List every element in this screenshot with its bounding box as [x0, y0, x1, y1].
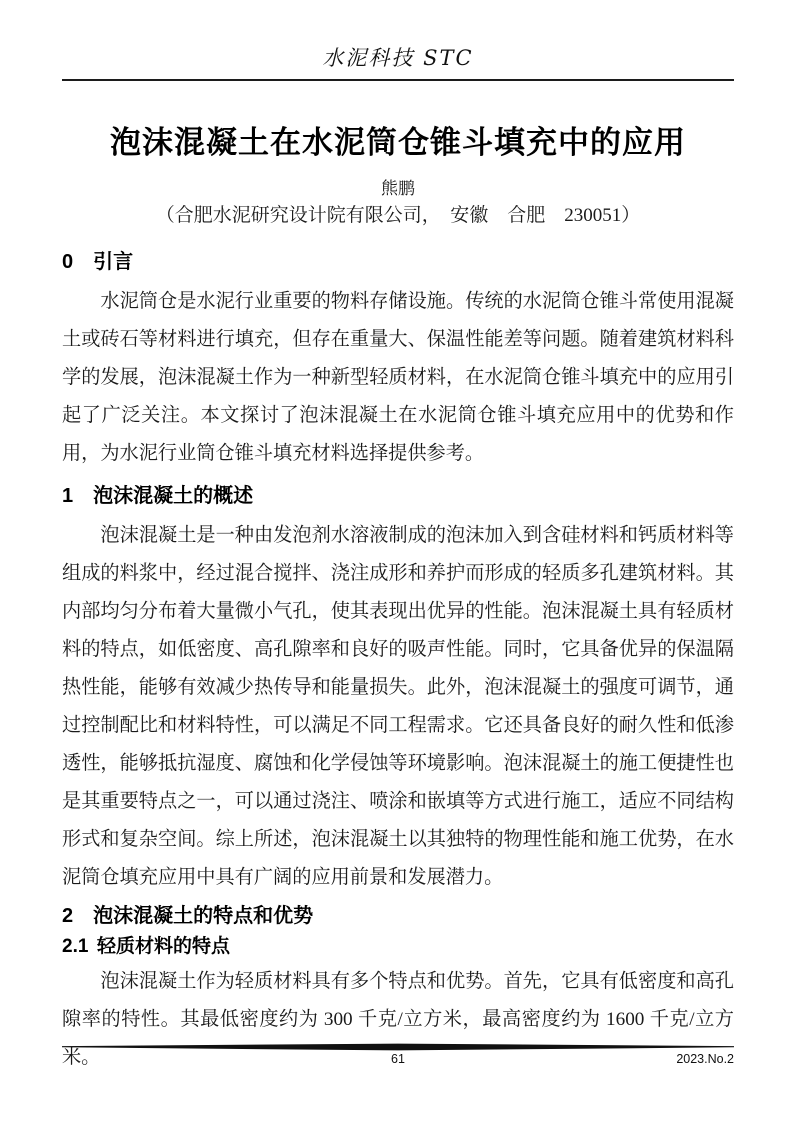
section-number: 2.1	[62, 936, 89, 957]
paragraph-overview: 泡沫混凝土是一种由发泡剂水溶液制成的泡沫加入到含硅材料和钙质材料等组成的料浆中，经过混合搅拌、浇注成形和养护而形成的轻质多孔建筑材料。其内部均匀分布着大量微小气孔，使其表现出优异的性能。泡沫混凝土具有轻质材料的特点，如低密度、高孔隙率和良好的吸声性能。同时，它具备优异的保温隔热性能，能够有效减少热传导和能量损失。此外，泡沫混凝土的强度可调节，通过控制配比和材料特性，可以满足不同工程需求。它还具备良好的耐久性和低渗透性，能够抵抗湿度、腐蚀和化学侵蚀等环境影响。泡沫混凝土的施工便捷性也是其重要特点之一，可以通过浇注、喷涂和嵌填等方式进行施工，适应不同结构形式和复杂空间。综上所述，泡沫混凝土以其独特的物理性能和施工优势，在水泥筒仓填充应用中具有广阔的应用前景和发展潜力。	[62, 525, 734, 888]
section-number: 0	[62, 251, 74, 273]
issue-label: 2023.No.2	[676, 1052, 734, 1066]
footer-rule	[62, 1043, 734, 1051]
paragraph-intro: 水泥筒仓是水泥行业重要的物料存储设施。传统的水泥筒仓锥斗常使用混凝土或砖石等材料进行填充，但存在重量大、保温性能差等问题。随着建筑材料科学的发展，泡沫混凝土作为一种新型轻质材料，在水泥筒仓锥斗填充中的应用引起了广泛关注。本文探讨了泡沫混凝土在水泥筒仓锥斗填充应用中的优势和作用，为水泥行业筒仓锥斗填充材料选择提供参考。	[62, 291, 734, 464]
section-number: 2	[62, 905, 74, 927]
section-heading-text: 轻质材料的特点	[96, 936, 230, 957]
section-heading-2	[62, 901, 734, 931]
section-heading-2-1	[62, 933, 734, 961]
header-rule	[62, 79, 734, 81]
journal-title: 水泥科技 STC	[322, 46, 474, 70]
journal-header	[62, 44, 734, 72]
section-heading-text: 引言	[93, 251, 134, 273]
page-footer	[62, 1043, 734, 1070]
section-heading-text: 泡沫混凝土的概述	[93, 485, 254, 507]
section-heading-0	[62, 247, 734, 277]
paragraph-lightweight: 泡沫混凝土作为轻质材料具有多个特点和优势。首先，它具有低密度和高孔隙率的特性。其最低密度约为 300 千克/立方米，最高密度约为 1600 千克/立方米。	[62, 971, 734, 1068]
footer-row	[62, 1052, 734, 1070]
affiliation: （合肥水泥研究设计院有限公司， 安徽 合肥 230051）	[155, 205, 641, 226]
section-number: 1	[62, 485, 74, 507]
section-heading-text: 泡沫混凝土的特点和优势	[93, 905, 314, 927]
author-name: 熊鹏	[381, 179, 415, 198]
page-number: 61	[391, 1052, 405, 1066]
article-title: 泡沫混凝土在水泥筒仓锥斗填充中的应用	[110, 125, 686, 160]
section-heading-1	[62, 481, 734, 511]
